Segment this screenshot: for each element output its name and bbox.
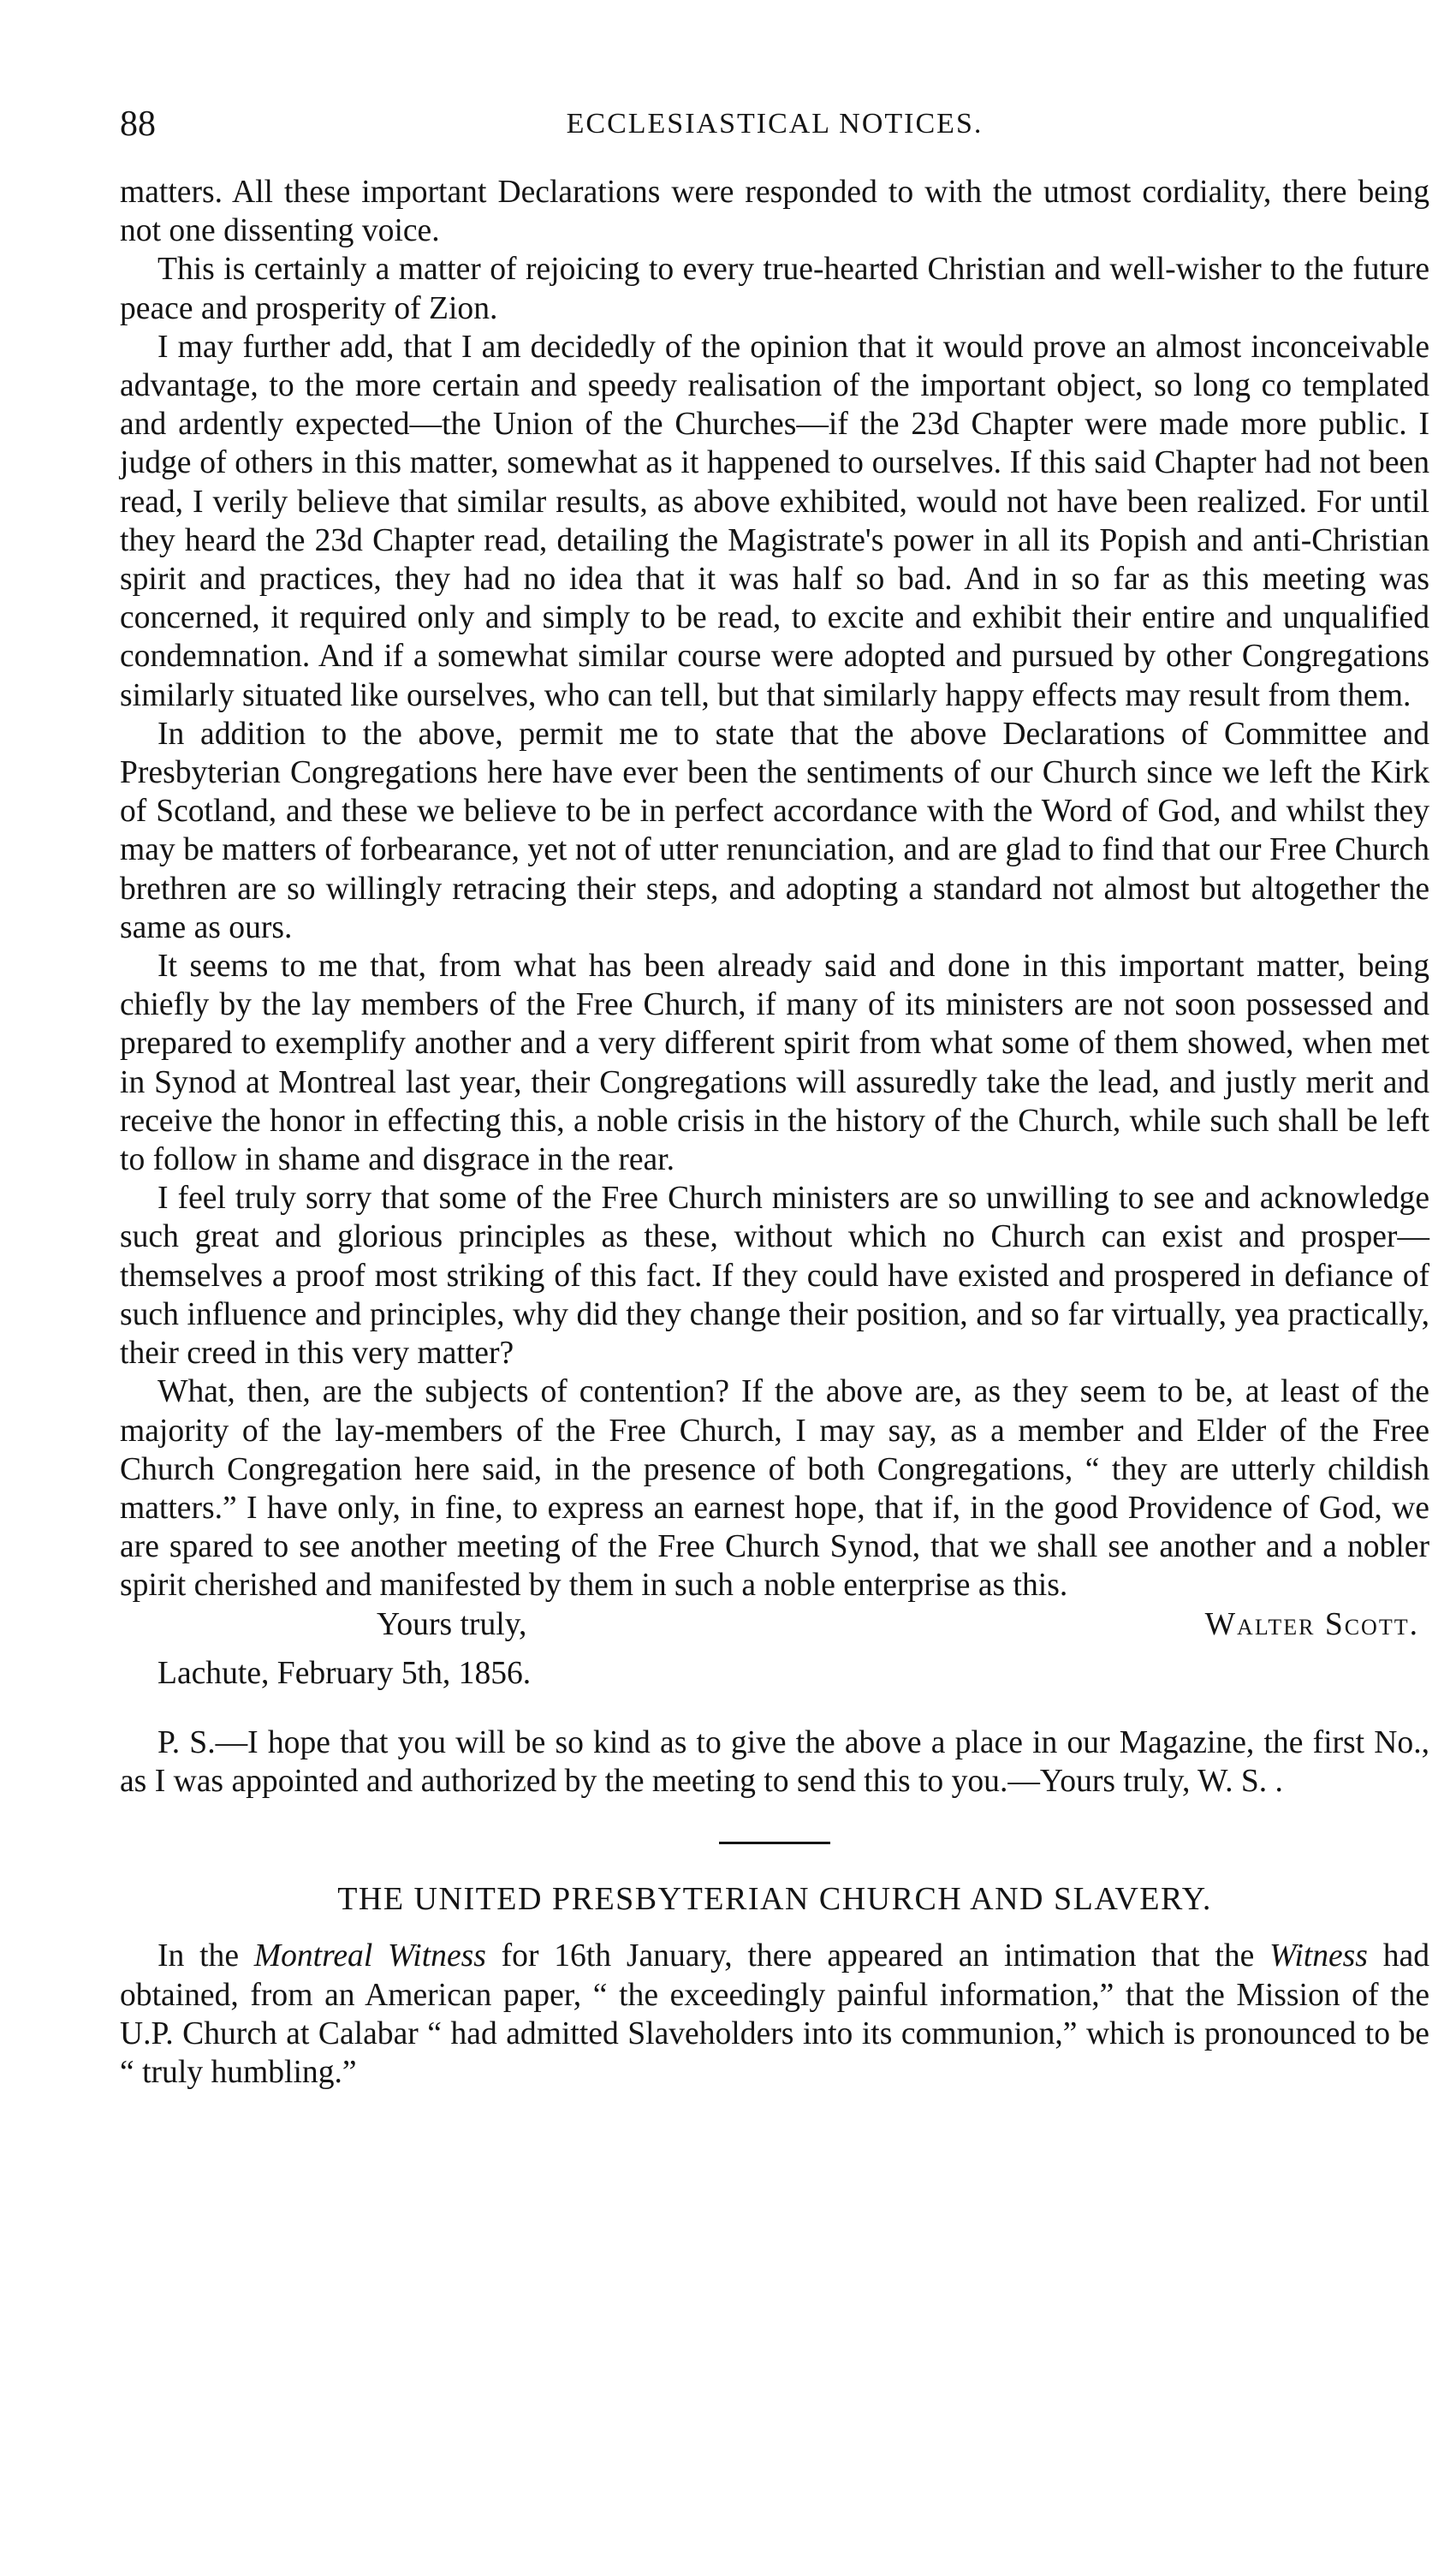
newspaper-title: Montreal Witness <box>253 1938 486 1974</box>
paragraph: This is certainly a matter of rejoicing to every true-hearted Christian and well-wisher to the future peace and prosperity of Zion. <box>120 252 1429 326</box>
page <box>120 94 1429 2092</box>
paragraph: I feel truly sorry that some of the Free Church ministers are so unwilling to see and acknowledge such great and glorious principles as these, without which no Church can exist and prosper—themselves a proof most striking of this fact. If they could have existed and prospered in defiance of such influence and principles, why did they change their position, and so far virtually, yea practically, their creed in this very matter? <box>120 1181 1429 1372</box>
paragraph: In addition to the above, permit me to state that the above Declarations of Committee and Presbyterian Congregations here have ever been the sentiments of our Church since we left the Kirk of Scotland, and these we believe to be in perfect accordance with the Word of God, and whilst they may be matters of forbearance, yet not of utter renunciation, and are glad to find that our Free Church brethren are so willingly retracing their steps, and adopting a standard not almost but altogether the same as ours. <box>120 716 1429 945</box>
postscript: P. S.—I hope that you will be so kind as to give the above a place in our Magazine, the first No., as I was appointed and authorized by the meeting to send this to you.—Yours truly, W. S. . <box>120 1724 1429 1800</box>
section-divider <box>719 1842 830 1844</box>
letter-body <box>120 173 1429 1605</box>
paragraph: It seems to me that, from what has been already said and done in this important matter, being chiefly by the lay members of the Free Church, if many of its ministers are not soon possessed and prepared to exemplify another and a very different spirit from what some of them showed, when met in Synod at Montreal last year, their Congregations will assuredly take the lead, and justly merit and receive the honor in effecting this, a noble crisis in the history of the Church, while such shall be left to follow in shame and disgrace in the rear. <box>120 949 1429 1178</box>
signature: Walter Scott. <box>1204 1606 1419 1642</box>
running-head <box>120 94 1429 154</box>
paragraph: I may further add, that I am decidedly of the opinion that it would prove an almost inconceivable advantage, to the more certain and speedy realisation of the important object, so long co templated and ardently expected—the Union of the Churches—if the 23d Chapter were made more public. I judge of others in this matter, somewhat as it happened to ourselves. If this said Chapter had not been read, I verily believe that similar results, as above exhibited, would not have been realized. For until they heard the 23d Chapter read, detailing the Magistrate's power in all its Popish and anti-Christian spirit and practices, they had no idea that it was half so bad. And in so far as this meeting was concerned, it required only and simply to be read, to excite and exhibit their entire and unqualified condemnation. And if a somewhat similar course were adopted and pursued by other Congregations similarly situated like ourselves, who can tell, but that similarly happy effects may result from them. <box>120 329 1429 713</box>
text-run: In the <box>157 1938 254 1974</box>
dateline: Lachute, February 5th, 1856. <box>157 1655 532 1691</box>
closing: Yours truly, <box>377 1606 527 1642</box>
signoff <box>120 1605 1429 1644</box>
newspaper-title-short: Witness <box>1269 1938 1368 1974</box>
paragraph: What, then, are the subjects of contention? If the above are, as they seem to be, at least of the majority of the lay-members of the Free Church, I may say, as a member and Elder of the Free Church Congregation here said, in the presence of both Congregations, “ they are utterly childish matters.” I have only, in fine, to express an earnest hope, that if, in the good Providence of God, we are spared to see another meeting of the Free Church Synod, that we shall see another and a nobler spirit cherished and manifested by them in such a noble enterprise as this. <box>120 1374 1429 1604</box>
paragraph: matters. All these important Declarations were responded to with the utmost cordiality, there being not one dissenting voice. <box>120 175 1429 249</box>
text-run: had obtained, from an American paper, “ the exceedingly painful information,” that the Mission of the U.P. Church at Calabar “ had admitted Slaveholders into its communion,” which is pronounced to be “ truly humbling.” <box>120 1938 1429 2090</box>
running-title: ECCLESIASTICAL NOTICES. <box>566 108 984 140</box>
article-paragraph <box>120 1937 1429 2092</box>
text-run: for 16th January, there appeared an intimation that the <box>485 1938 1270 1974</box>
page-number: 88 <box>120 104 156 144</box>
section-heading: THE UNITED PRESBYTERIAN CHURCH AND SLAVERY. <box>337 1881 1212 1918</box>
